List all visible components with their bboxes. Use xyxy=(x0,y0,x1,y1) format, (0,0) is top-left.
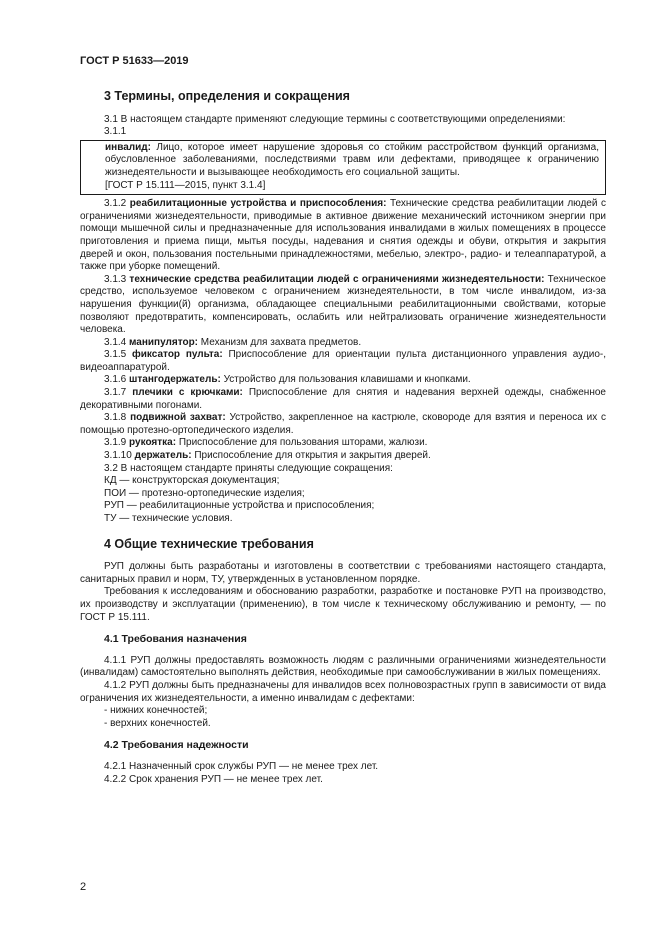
term-3-1-8-number: 3.1.8 xyxy=(104,412,131,424)
term-3-1-5-number: 3.1.5 xyxy=(104,349,133,361)
term-3-1-4-definition: Механизм для захвата предметов. xyxy=(198,336,362,348)
page-number: 2 xyxy=(80,881,87,893)
section-4-paragraph-2: Требования к исследованиям и обоснованию разработки, разработке и постановке РУП на производство, их производству и эксплуатации (применению), в том числе к техническому обслуживанию и ремонту, — по ГОСТ Р 15.111. xyxy=(80,586,606,623)
term-3-1-2-number: 3.1.2 xyxy=(104,198,130,210)
term-3-1-8-name: подвижной захват: xyxy=(130,412,226,424)
term-3-1-5-name: фиксатор пульта: xyxy=(132,349,223,361)
term-3-1-2-definition: Технические средства реабилитации людей с ограничениями жизнедеятельности, приводимые в активное движение механический источником энергии при помощи мышечной силы и предназначенные для использования инвалидами в жилых помещениях в процессе приготовления и приема пищи, мытья посуды, надевания и снятия одежды и обуви, открытия и закрытия дверей и окон, пользования постельными принадлежностями, мебелью, электро-, радио- и телеаппаратурой, а также при уборке помещений. xyxy=(80,198,606,273)
term-3-1-6-number: 3.1.6 xyxy=(104,374,130,386)
term-3-1-3 xyxy=(80,274,606,337)
term-3-1-10 xyxy=(80,450,606,463)
term-3-1-5 xyxy=(80,349,606,374)
definition-box-disabled-person xyxy=(80,140,606,195)
term-3-1-1 xyxy=(105,142,599,180)
term-3-1-10-name: держатель: xyxy=(134,450,192,462)
page-header: ГОСТ Р 51633—2019 xyxy=(80,55,189,67)
term-3-1-6-definition: Устройство для пользования клавишами и кнопками. xyxy=(220,374,471,386)
document-body xyxy=(80,90,606,786)
abbreviation-item: КД — конструкторская документация; xyxy=(104,475,280,487)
term-3-1-3-definition: Техническое средство, используемое человеком с ограничением жизнедеятельности, в том числе инвалидом, из-за нарушения функции(й) организма, обладающее специальными реабилитационными свойствами, которые позволяют предотвратить, компенсировать, ослабить или нейтрализовать ограничение жизнедеятельности человека. xyxy=(80,273,606,336)
term-3-1-1-definition: Лицо, которое имеет нарушение здоровья со стойким расстройством функций организма, обусловленное заболеваниями, последствиями травм или дефектами, приводящее к ограничению жизнедеятельности и вызывающее необходимость его социальной защиты. xyxy=(105,141,599,178)
term-3-1-10-number: 3.1.10 xyxy=(104,450,135,462)
term-3-1-7-number: 3.1.7 xyxy=(104,387,133,399)
clause-4-2-1: 4.2.1 Назначенный срок службы РУП — не менее трех лет. xyxy=(104,760,379,772)
term-3-1-8-definition: Устройство, закрепленное на кастрюле, сковороде для взятия и переноса их с помощью протезно-ортопедического изделия. xyxy=(80,412,607,436)
term-3-1-7-definition: Приспособление для снятия и надевания верхней одежды, снабженное декоративными погонами. xyxy=(80,387,606,411)
term-3-1-2-name: реабилитационные устройства и приспособления: xyxy=(129,198,387,210)
term-3-1-8 xyxy=(80,412,606,437)
term-3-1-9-name: рукоятка: xyxy=(129,437,177,449)
clause-4-1-2: 4.1.2 РУП должны быть предназначены для инвалидов всех полновозрастных групп в зависимости от вида ограничения их жизнедеятельности, а именно инвалидам с дефектами: xyxy=(80,679,606,704)
subsection-4-1-title: 4.1 Требования назначения xyxy=(104,633,247,646)
term-3-1-4-number: 3.1.4 xyxy=(104,336,130,348)
list-item: - нижних конечностей; xyxy=(104,705,208,717)
abbreviations-intro: 3.2 В настоящем стандарте приняты следующие сокращения: xyxy=(104,462,393,474)
section-4-paragraph-1: РУП должны быть разработаны и изготовлены в соответствии с требованиями настоящего стандарта, санитарных правил и норм, ТУ, утвержденных в установленном порядке. xyxy=(80,561,606,585)
term-3-1-2 xyxy=(80,198,606,274)
term-3-1-6 xyxy=(80,374,606,387)
term-3-1-9 xyxy=(80,437,606,450)
term-3-1-5-definition: Приспособление для ориентации пульта дистанционного управления аудио-, видеоаппаратурой. xyxy=(80,349,607,373)
term-3-1-9-number: 3.1.9 xyxy=(104,437,130,449)
term-3-1-1-number: 3.1.1 xyxy=(104,126,127,138)
clause-4-1-1: 4.1.1 РУП должны предоставлять возможность людям с различными ограничениями жизнедеятельности (инвалидам) самостоятельно выполнять действия, необходимые при самообслуживании в жилых помещениях. xyxy=(80,654,606,679)
subsection-4-2-title: 4.2 Требования надежности xyxy=(104,739,249,752)
term-3-1-4-name: манипулятор: xyxy=(129,336,199,348)
term-3-1-1-reference: [ГОСТ Р 15.111—2015, пункт 3.1.4] xyxy=(105,179,266,191)
term-3-1-7-name: плечики с крючками: xyxy=(132,387,243,399)
term-3-1-10-definition: Приспособление для открытия и закрытия дверей. xyxy=(191,450,431,462)
term-3-1-9-definition: Приспособление для пользования шторами, жалюзи. xyxy=(176,437,428,449)
term-3-1-1-name: инвалид: xyxy=(105,141,151,153)
term-3-1-3-name: технические средства реабилитации людей с ограничениями жизнедеятельности: xyxy=(129,273,545,285)
term-3-1-7 xyxy=(80,387,606,412)
list-item: - верхних конечностей. xyxy=(104,717,211,729)
term-3-1-4 xyxy=(80,337,606,350)
term-3-1-3-number: 3.1.3 xyxy=(104,273,130,285)
terms-intro: 3.1 В настоящем стандарте применяют следующие термины с соответствующими определениями: xyxy=(104,113,566,125)
term-3-1-6-name: штангодержатель: xyxy=(129,374,221,386)
section-3-title: 3 Термины, определения и сокращения xyxy=(104,89,350,103)
section-4-title: 4 Общие технические требования xyxy=(104,536,314,551)
abbreviation-item: ПОИ — протезно-ортопедические изделия; xyxy=(104,487,305,499)
clause-4-2-2: 4.2.2 Срок хранения РУП — не менее трех лет. xyxy=(104,773,323,785)
abbreviation-item: РУП — реабилитационные устройства и приспособления; xyxy=(104,500,375,512)
abbreviation-item: ТУ — технические условия. xyxy=(104,513,233,524)
